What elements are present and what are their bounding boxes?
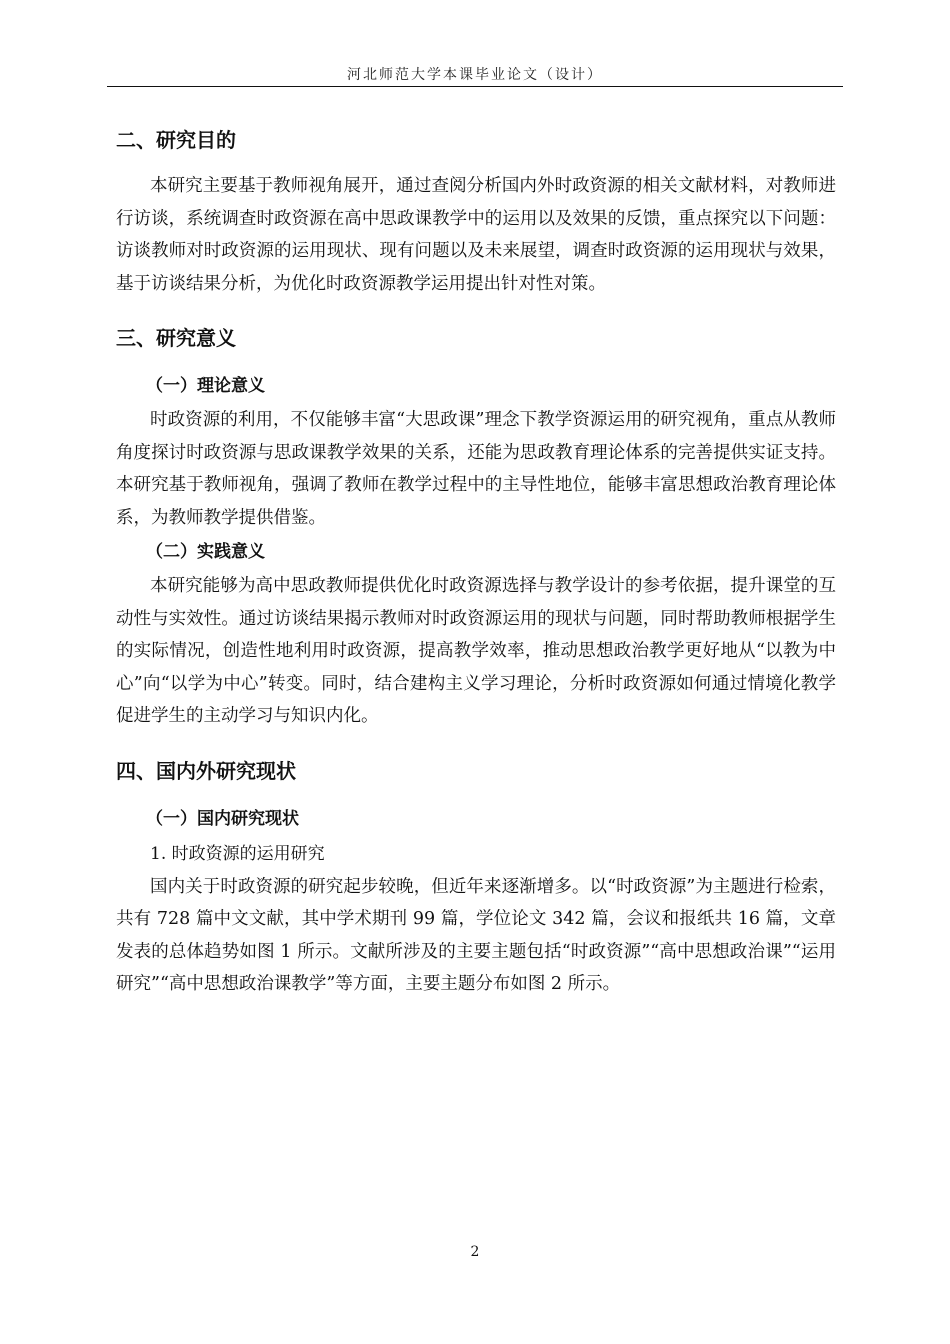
subheading-theory: （一）理论意义: [146, 376, 265, 396]
paragraph-purpose: 本研究主要基于教师视角展开，通过查阅分析国内外时政资源的相关文献材料，对教师进行访谈，系统调查时政资源在高中思政课教学中的运用以及效果的反馈，重点探究以下问题：访谈教师对时政资源的运用现状、现有问题以及未来展望，调查时政资源的运用现状与效果，基于访谈结果分析，为优化时政资源教学运用提出针对性对策。: [116, 176, 836, 294]
section-heading-status: 四、国内外研究现状: [116, 758, 296, 783]
section-heading-purpose: 二、研究目的: [116, 128, 236, 152]
subheading-domestic: （一）国内研究现状: [146, 808, 299, 829]
paragraph-practice: 本研究能够为高中思政教师提供优化时政资源选择与教学设计的参考依据，提升课堂的互动性与实效性。通过访谈结果揭示教师对时政资源运用的现状与问题，同时帮助教师根据学生的实际情况，创造性地利用时政资源，提高教学效率，推动思想政治教学更好地从“以教为中心”向“以学为中心”转变。同时，结合建构主义学习理论，分析时政资源如何通过情境化教学促进学生的主动学习与知识内化。: [116, 576, 836, 726]
section-heading-significance: 三、研究意义: [116, 326, 236, 350]
header-rule: [107, 86, 843, 87]
page-number: 2: [470, 1244, 480, 1260]
subheading-practice: （二）实践意义: [146, 542, 265, 562]
subheading-resource-use: 1. 时政资源的运用研究: [150, 843, 325, 864]
page-content: [116, 116, 836, 1001]
paragraph-theory: 时政资源的利用，不仅能够丰富“大思政课”理念下教学资源运用的研究视角，重点从教师角度探讨时政资源与思政课教学效果的关系，还能为思政教育理论体系的完善提供实证支持。本研究基于教师视角，强调了教师在教学过程中的主导性地位，能够丰富思想政治教育理论体系，为教师教学提供借鉴。: [116, 410, 836, 528]
paragraph-domestic: 国内关于时政资源的研究起步较晚，但近年来逐渐增多。以“时政资源”为主题进行检索，共有 728 篇中文文献，其中学术期刊 99 篇，学位论文 342 篇，会议和报纸共 16 篇，文章发表的总体趋势如图 1 所示。文献所涉及的主要主题包括“时政资源”“高中思想政治课”“运用研究”“高中思想政治课教学”等方面，主要主题分布如图 2 所示。: [116, 876, 836, 994]
page-header: 河北师范大学本课毕业论文（设计）: [347, 67, 603, 83]
